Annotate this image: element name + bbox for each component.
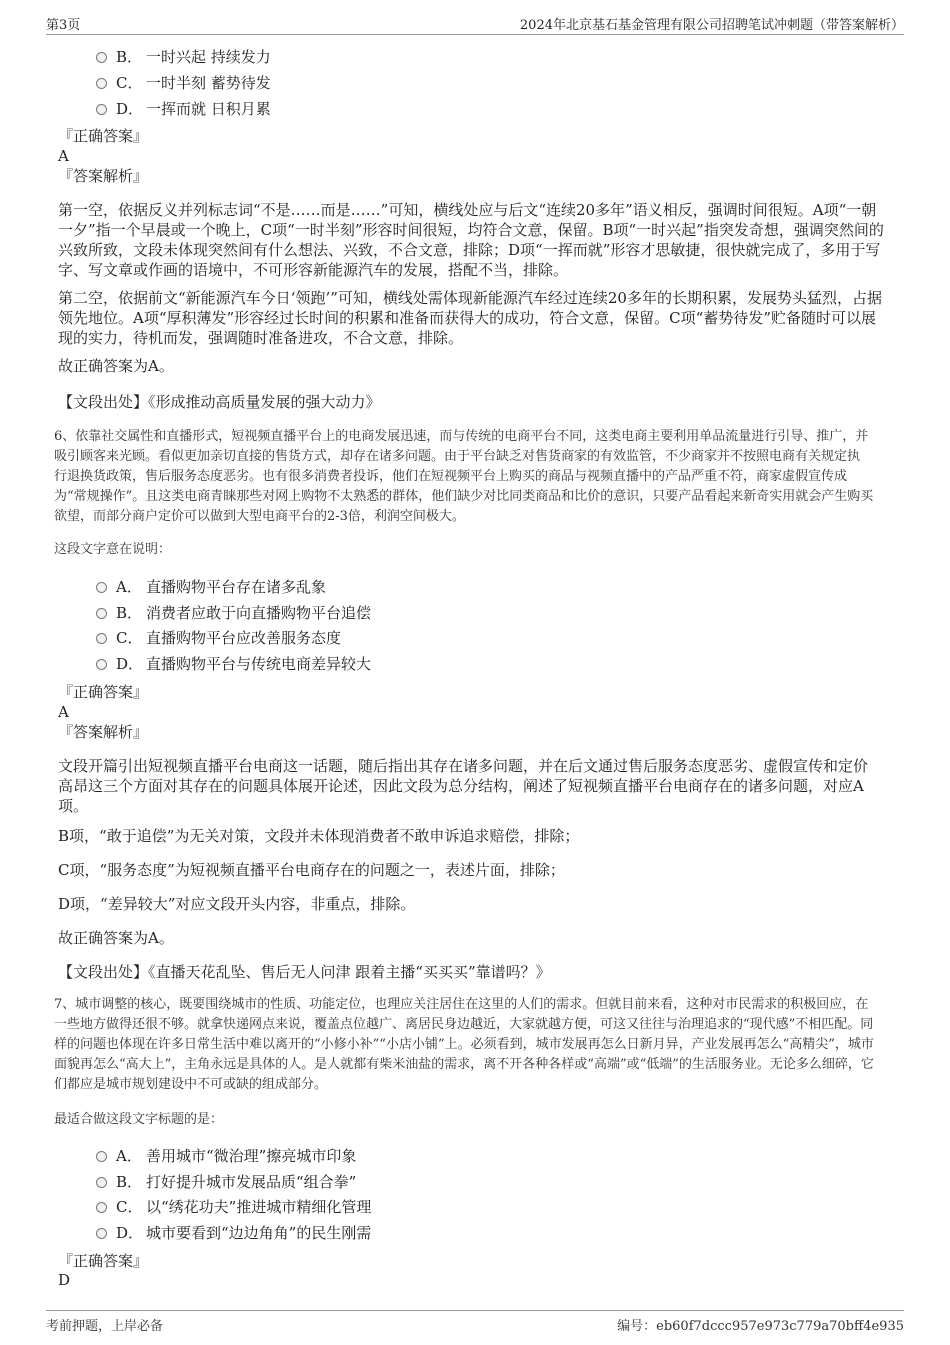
radio-icon[interactable] [96, 1151, 107, 1162]
radio-icon[interactable] [96, 582, 107, 593]
q6-answer-label: 『正确答案』 [58, 683, 149, 701]
q6-note-b: B项，“敢于追偿”为无关对策，文段并未体现消费者不敢申诉追求赔偿，排除； [58, 827, 580, 845]
option-text: 直播购物平台应改善服务态度 [146, 629, 342, 647]
q5-source: 【文段出处】《形成推动高质量发展的强大动力》 [58, 393, 381, 411]
q5-conclusion: 故正确答案为A。 [58, 357, 174, 375]
radio-icon[interactable] [96, 659, 107, 670]
q7-option-b[interactable]: B． 打好提升城市发展品质“组合拳” [96, 1172, 356, 1192]
q6-question: 这段文字意在说明： [54, 542, 172, 557]
radio-icon[interactable] [96, 104, 107, 115]
q6-analysis-paragraph: 文段开篇引出短视频直播平台电商这一话题，随后指出其存在诸多问题，并在后文通过售后服务态度恶劣、虚假宣传和定价 高昂这三个方面对其存在的问题具体展开论述，因此文段为总分结构，阐述了短视频直播平台电商存在的诸多问题，对应A 项。 [58, 757, 869, 815]
q7-answer: D [58, 1271, 71, 1289]
q7-question: 最适合做这段文字标题的是： [54, 1112, 224, 1127]
q5-answer: A [58, 147, 69, 165]
radio-icon[interactable] [96, 1228, 107, 1239]
q6-answer: A [58, 703, 69, 721]
q7-stem: 7、城市调整的核心，既要围绕城市的性质、功能定位，也理应关注居住在这里的人们的需求。但就目前来看，这种对市民需求的积极回应，在 一些地方做得还很不够。就拿快递网点来说，覆盖点位越广、离居民身边越近，大家就越方便，可这又往往与治理追求的“现代感”不相匹配。同 样的问题也体现在许多日常生活中难以离开的“小修小补”“小店小铺”上。必须看到，城市发展再怎么日新月异，产业发展再怎么“高精尖”，城市 面貌再怎么“高大上”，主角永远是具体的人。是人就都有柴米油盐的需求，离不开各种各样或“高端”或“低端”的生活服务业。无论多么细碎，它 们都应是城市规划建设中不可或缺的组成部分。 [54, 997, 874, 1092]
q5-analysis-paragraph-2: 第二空，依据前文“新能源汽车今日‘领跑’”可知，横线处需体现新能源汽车经过连续20多年的长期积累，发展势头猛烈，占据 领先地位。A项“厚积薄发”形容经过长时间的积累和准备而获得大的成功，符合文意，保留。C项“蓄势待发”贮备随时可以展 现的实力，待机而发，强调随时准备进攻，不合文意，排除。 [58, 289, 882, 347]
document-serial: 编号：eb60f7dccc957e973c779a70bff4e935 [617, 1319, 904, 1334]
option-text: 一挥而就 日积月累 [146, 100, 271, 118]
q6-note-d: D项，“差异较大”对应文段开头内容，非重点，排除。 [58, 895, 416, 913]
q6-option-b[interactable]: B． 消费者应敢于向直播购物平台追偿 [96, 603, 371, 623]
q5-option-b[interactable]: B． 一时兴起 持续发力 [96, 47, 271, 67]
q6-conclusion: 故正确答案为A。 [58, 929, 174, 947]
q5-option-c[interactable]: C． 一时半刻 蓄势待发 [96, 73, 271, 93]
radio-icon[interactable] [96, 608, 107, 619]
q6-note-c: C项，“服务态度”为短视频直播平台电商存在的问题之一，表述片面，排除； [58, 861, 565, 879]
option-text: 以“绣花功夫”推进城市精细化管理 [146, 1198, 372, 1216]
option-text: 善用城市“微治理”擦亮城市印象 [146, 1147, 357, 1165]
option-text: 一时兴起 持续发力 [146, 48, 271, 66]
page-header [46, 12, 904, 35]
option-text: 打好提升城市发展品质“组合拳” [146, 1173, 357, 1191]
radio-icon[interactable] [96, 633, 107, 644]
q6-source: 【文段出处】《直播天花乱坠、售后无人问津 跟着主播“买买买”靠谱吗？》 [58, 963, 551, 981]
document-title: 2024年北京基石基金管理有限公司招聘笔试冲刺题（带答案解析） [519, 18, 904, 33]
radio-icon[interactable] [96, 52, 107, 63]
option-text: 一时半刻 蓄势待发 [146, 74, 271, 92]
radio-icon[interactable] [96, 1177, 107, 1188]
q6-stem: 6、依靠社交属性和直播形式，短视频直播平台上的电商发展迅速，而与传统的电商平台不同，这类电商主要利用单品流量进行引导、推广，并 吸引顾客来光顾。看似更加亲切直接的售货方式，却存在诸多问题。由于平台缺乏对售货商家的有效监管，不少商家并不按照电商有关规定执 行退换货政策，售后服务态度恶劣。也有很多消费者投诉，他们在短视频平台上购买的商品与视频直播中的产品严重不符，商家虚假宣传成 为“常规操作”。且这类电商青睐那些对网上购物不太熟悉的群体，他们缺少对比同类商品和比价的意识，只要产品看起来新奇实用就会产生购买 欲望，而部分商户定价可以做到大型电商平台的2-3倍，利润空间极大。 [54, 429, 874, 524]
option-text: 城市要看到“边边角角”的民生刚需 [146, 1224, 372, 1242]
q6-analysis-label: 『答案解析』 [58, 723, 149, 741]
q5-analysis-paragraph-1: 第一空，依据反义并列标志词“不是……而是……”可知，横线处应与后文“连续20多年”语义相反，强调时间很短。A项“一朝 一夕”指一个早晨或一个晚上，C项“一时半刻”形容时间很短，均符合文意，保留。B项“一时兴起”指突发奇想，强调突然间的 兴致所致，文段未体现突然间有什么想法、兴致，不合文意，排除；D项“一挥而就”形容才思敏捷，很快就完成了，多用于写 字、写文章或作画的语境中，不可形容新能源汽车的发展，搭配不当，排除。 [58, 201, 884, 279]
page-footer [46, 1310, 904, 1335]
q6-option-c[interactable]: C． 直播购物平台应改善服务态度 [96, 628, 341, 648]
page-number: 第3页 [46, 18, 81, 33]
option-text: 消费者应敢于向直播购物平台追偿 [146, 604, 372, 622]
radio-icon[interactable] [96, 78, 107, 89]
footer-slogan: 考前押题，上岸必备 [46, 1319, 164, 1334]
q7-option-d[interactable]: D． 城市要看到“边边角角”的民生刚需 [96, 1223, 371, 1243]
q7-option-a[interactable]: A． 善用城市“微治理”擦亮城市印象 [96, 1146, 356, 1166]
q7-option-c[interactable]: C． 以“绣花功夫”推进城市精细化管理 [96, 1197, 371, 1217]
q6-option-a[interactable]: A． 直播购物平台存在诸多乱象 [96, 577, 326, 597]
q5-analysis-label: 『答案解析』 [58, 167, 149, 185]
q6-option-d[interactable]: D． 直播购物平台与传统电商差异较大 [96, 654, 371, 674]
option-text: 直播购物平台存在诸多乱象 [146, 578, 327, 596]
q5-option-d[interactable]: D． 一挥而就 日积月累 [96, 99, 271, 119]
q5-answer-label: 『正确答案』 [58, 127, 149, 145]
radio-icon[interactable] [96, 1202, 107, 1213]
q7-answer-label: 『正确答案』 [58, 1252, 149, 1270]
option-text: 直播购物平台与传统电商差异较大 [146, 655, 372, 673]
